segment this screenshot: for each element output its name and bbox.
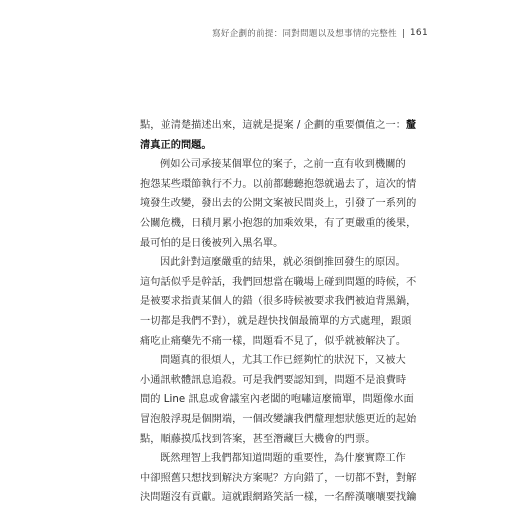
text-run: 因此針對這麼嚴重的結果，就必須倒推回發生的原因。 xyxy=(160,257,406,269)
text-line xyxy=(140,292,417,312)
page-number: 161 xyxy=(409,28,428,38)
text-run: 冒泡般浮現是個開端，一個改變讓我們釐理想狀態更近的起始 xyxy=(140,413,417,425)
paragraph xyxy=(140,253,417,351)
text-line xyxy=(140,214,417,234)
text-run: 點，並清楚描述出來，這就是提案 / 企劃的重要價值之一： xyxy=(140,120,406,131)
text-run: 小通訊軟體訊息追殺。可是我們要認知到，問題不是浪費時 xyxy=(140,374,407,386)
text-line xyxy=(140,449,406,469)
text-run: 中卻照舊只想找到解決方案呢？方向錯了，一切都不對，對解 xyxy=(140,472,417,484)
paragraph xyxy=(140,351,417,449)
emphasis-text: 清真正的問題。 xyxy=(140,139,212,151)
text-line xyxy=(140,155,406,175)
text-line xyxy=(140,116,417,136)
running-header xyxy=(212,27,428,39)
text-run: 間的 Line 訊息或會議室內老闆的咆嘯這麼簡單，問題像水面 xyxy=(140,394,414,406)
text-run: 一切都是我們不對），就是趕快找個最簡單的方式處理，跟頭 xyxy=(140,315,412,327)
body-text xyxy=(140,116,417,508)
text-run: 痛吃止痛藥先不痛一樣，問題看不見了，似乎就被解決了。 xyxy=(140,335,407,347)
text-line xyxy=(140,175,417,195)
text-line xyxy=(140,332,407,352)
paragraph xyxy=(140,449,417,508)
text-run: 最可怕的是日後被列入黑名單。 xyxy=(140,237,284,249)
text-line xyxy=(140,469,417,489)
text-line xyxy=(140,136,384,156)
text-line xyxy=(140,488,417,508)
running-title: 寫好企劃的前提：同對問題以及想事情的完整性 xyxy=(212,29,397,39)
text-run: 這句話似乎是幹話，我們回想當在職場上碰到問題的時候，不 xyxy=(140,276,417,288)
text-line xyxy=(140,351,406,371)
text-run: 境發生改變，發出去的公開文案被民間炎上，引發了一系列的 xyxy=(140,198,417,210)
paragraph xyxy=(140,116,417,155)
text-run: 是被要求指責某個人的錯（很多時候被要求我們被迫背黑鍋， xyxy=(140,296,417,308)
text-run: 決問題沒有貢獻。這就跟網路笑話一樣，一名醉漢嚷嚷要找鑰 xyxy=(140,492,417,504)
text-run: 公關危機，日積月累小抱怨的加乘效果，有了更嚴重的後果， xyxy=(140,217,417,229)
text-line xyxy=(140,430,384,450)
text-line xyxy=(140,234,384,254)
text-run: 問題真的很煩人，尤其工作已經夠忙的狀況下，又被大 xyxy=(160,355,406,367)
text-line xyxy=(140,194,417,214)
text-run: 既然理智上我們都知道問題的重要性，為什麼實際工作 xyxy=(160,453,406,465)
paragraph xyxy=(140,155,417,253)
text-line xyxy=(140,371,407,391)
emphasis-text: 釐 xyxy=(406,120,417,131)
text-run: 例如公司承接某個單位的案子，之前一直有收到機關的 xyxy=(160,159,406,171)
text-line xyxy=(140,410,417,430)
text-run: 點，順藤摸瓜找到答案，甚至潛藏巨大機會的門票。 xyxy=(140,433,376,445)
header-divider xyxy=(403,29,404,38)
text-line xyxy=(140,273,417,293)
text-line xyxy=(140,253,406,273)
text-line xyxy=(140,390,414,410)
text-line xyxy=(140,312,412,332)
text-run: 抱怨某些環節執行不力。以前都聽聽抱怨就過去了，這次的情 xyxy=(140,178,417,190)
